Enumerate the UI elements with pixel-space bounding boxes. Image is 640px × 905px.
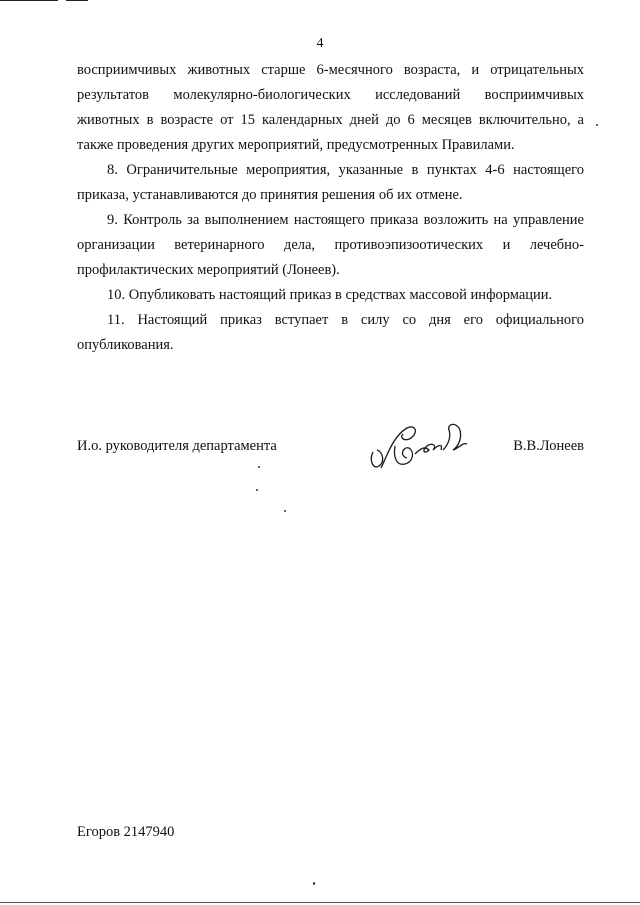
paragraph-item-11: 11. Настоящий приказ вступает в силу со дня его официального опубликования.: [77, 312, 584, 353]
paragraph-item-9: 9. Контроль за выполнением настоящего приказа возложить на управление организации ветеринарного дела, противоэпизоотических и лечебно-профилактических мероприятий (Лонеев).: [77, 212, 584, 278]
paragraph-continuation: восприимчивых животных старше 6-месячного возраста, и отрицательных результатов молекулярно-биологических исследований восприимчивых животных в возрасте от 15 календарных дней до 6 месяцев включительно, а также проведения других мероприятий, предусмотренных Правилами.: [77, 62, 584, 153]
signatory-name: В.В.Лонеев: [513, 438, 584, 454]
scan-speck: [313, 882, 315, 885]
scan-edge-mark: [0, 0, 58, 1]
paragraph-item-8: 8. Ограничительные мероприятия, указанные в пунктах 4-6 настоящего приказа, устанавливаются до принятия решения об их отмене.: [77, 162, 584, 203]
scan-speck: [596, 124, 598, 126]
scan-speck: [258, 466, 260, 468]
paragraph-item-10: 10. Опубликовать настоящий приказ в средствах массовой информации.: [107, 287, 553, 303]
page-number: 4: [316, 36, 324, 51]
executor-contact: Егоров 2147940: [77, 824, 175, 840]
scan-speck: [256, 489, 258, 491]
order-body-text: [77, 58, 584, 358]
scan-speck: [284, 510, 286, 512]
signatory-title: И.о. руководителя департамента: [77, 438, 277, 454]
handwritten-signature: [367, 416, 477, 474]
scan-edge-mark: [0, 902, 640, 903]
scan-edge-mark: [66, 0, 88, 1]
